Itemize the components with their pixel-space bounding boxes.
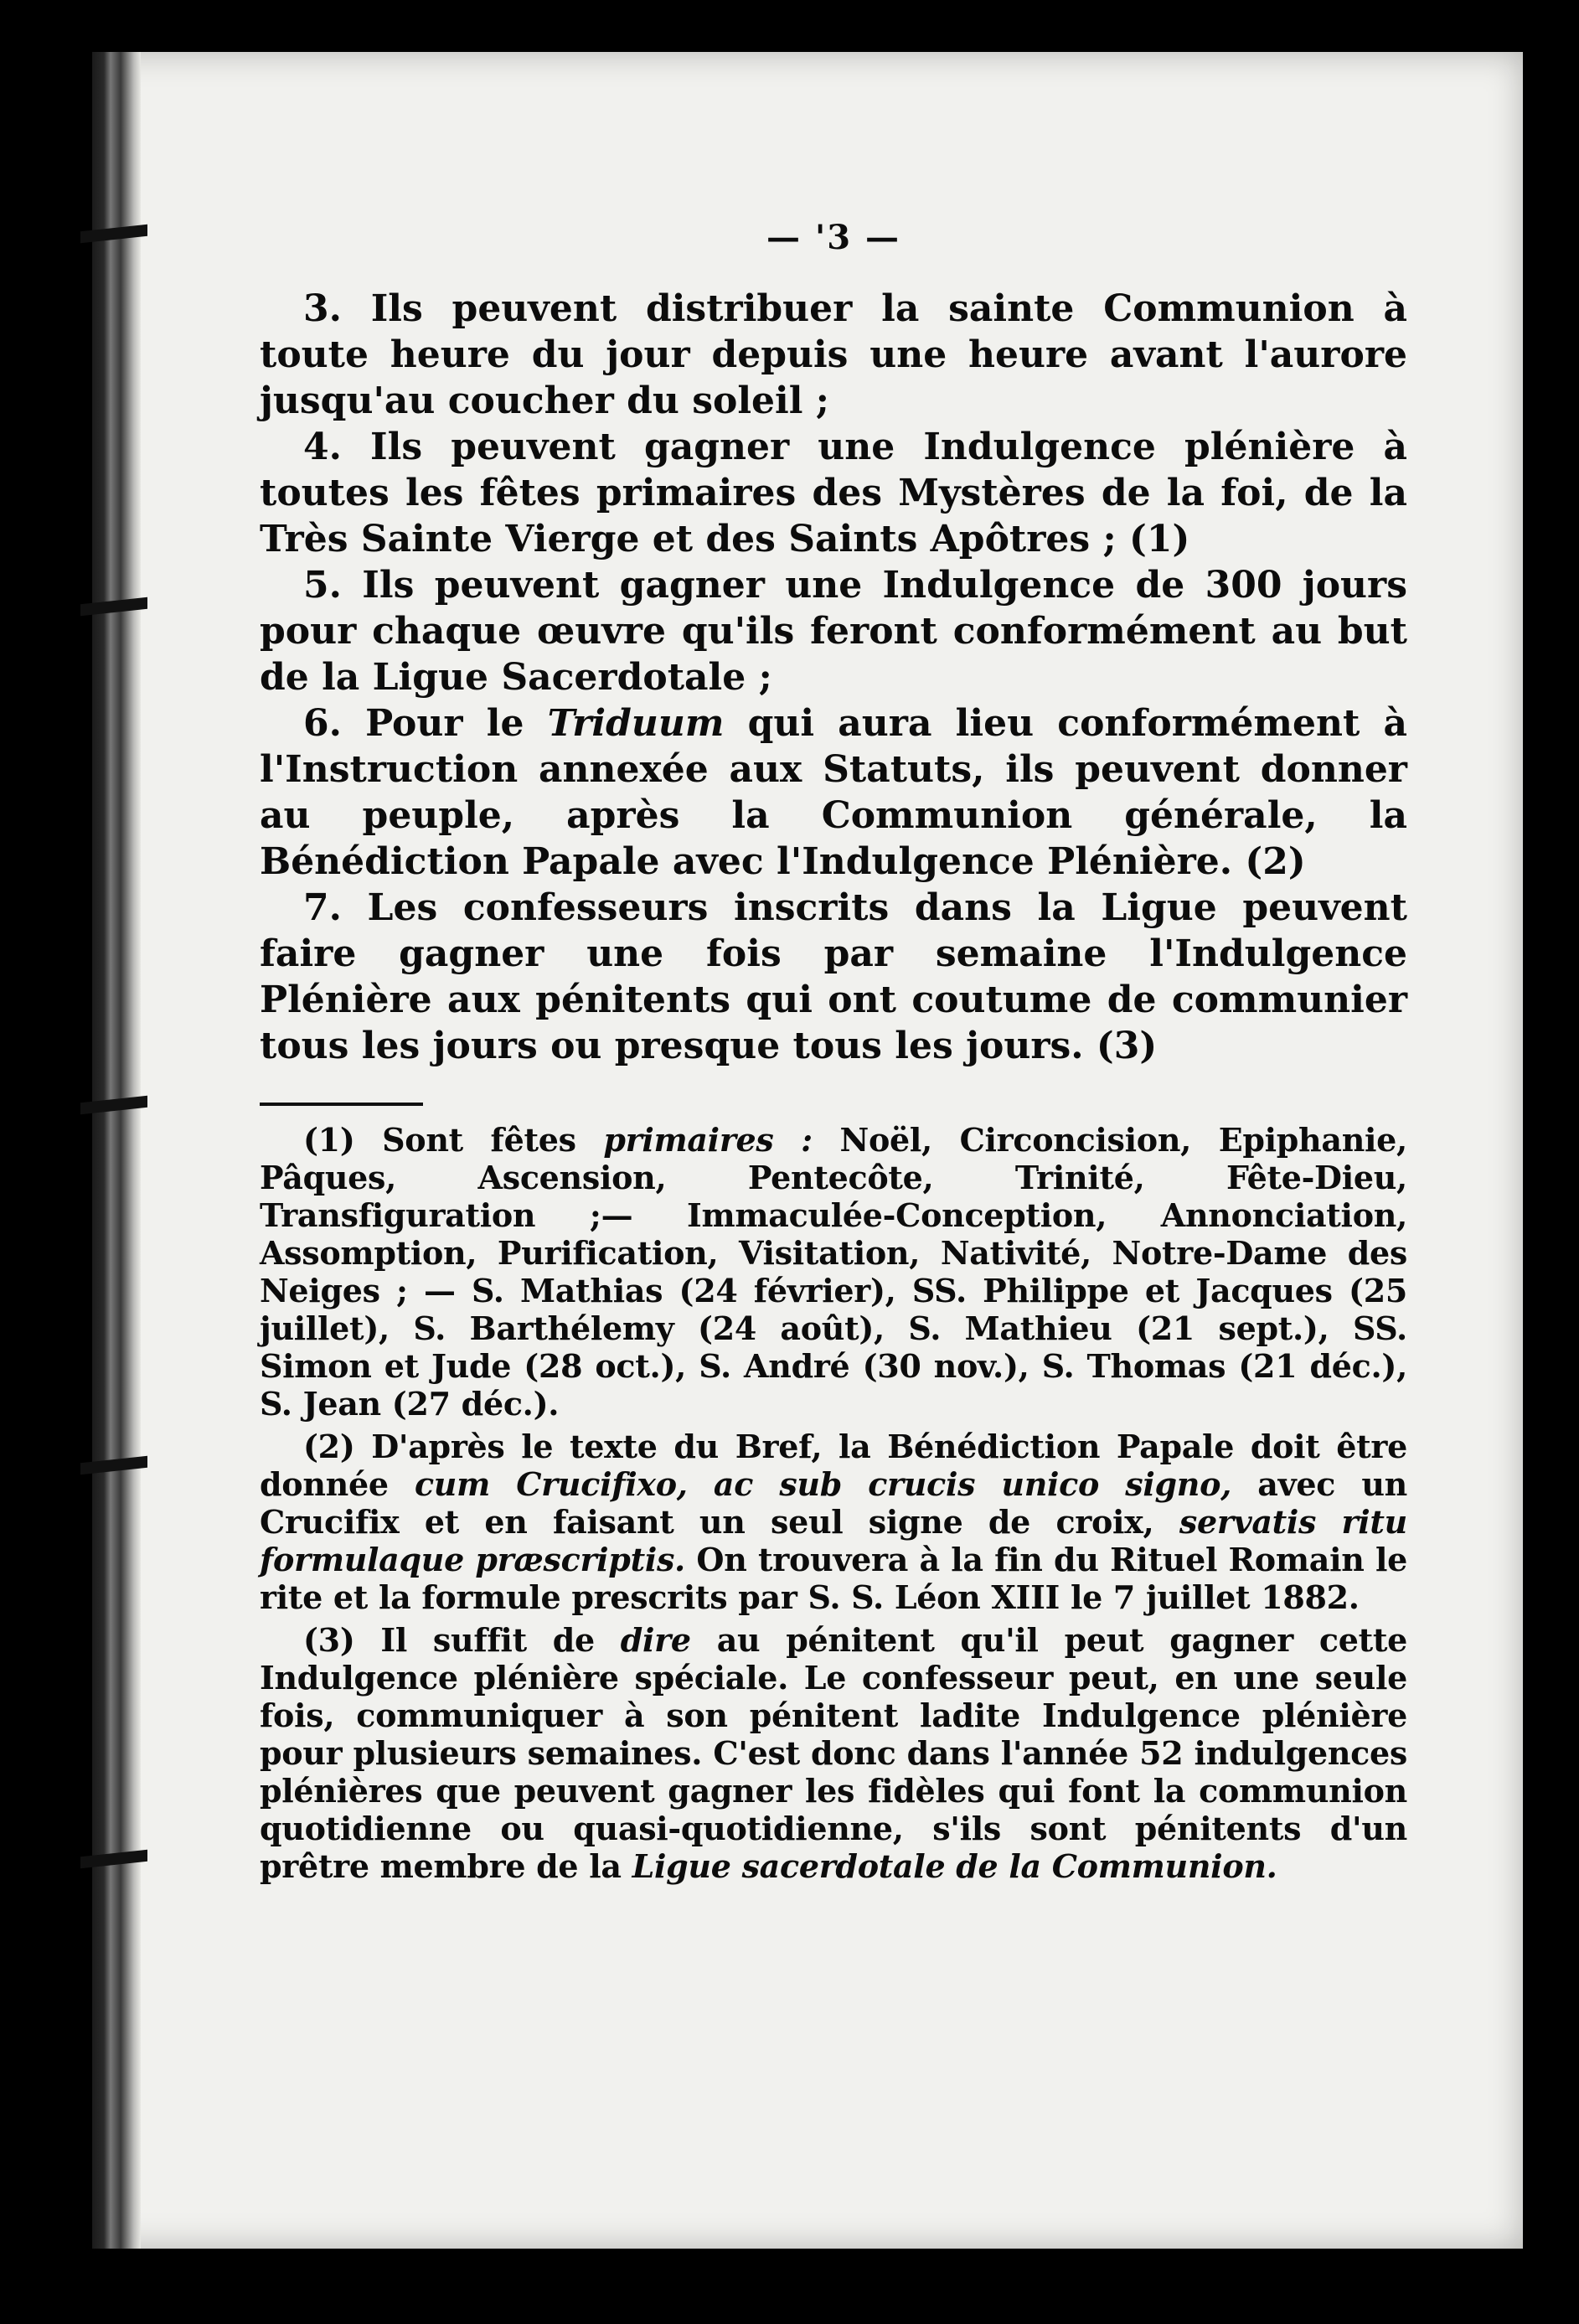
spine-mark [80,597,147,616]
footnote-3: (3) Il suffit de dire au pénitent qu'il peut gagner cette Indulgence plénière spéciale. Le confesseur peut, en une seule fois, communiquer à son pénitent ladite Indulgence plénière pour plusieurs semaines. C'est donc dans l'année 52 indulgences plénières que peuvent gagner les fidèles qui font la communion quotidienne ou quasi-quotidienne, s'ils sont pénitents d'un prêtre membre de la Ligue sacerdotale de la Communion. [260,1621,1407,1885]
paragraph-7: 7. Les confesseurs inscrits dans la Ligue peuvent faire gagner une fois par semaine l'Indulgence Plénière aux pénitents qui ont coutume de communier tous les jours ou presque tous les jours. (3) [260,886,1407,1067]
spine-mark [80,1456,147,1474]
spine-mark [80,1850,147,1868]
paragraph-5: 5. Ils peuvent gagner une Indulgence de 300 jours pour chaque œuvre qu'ils feront conformément au but de la Ligue Sacerdotale ; [260,564,1407,699]
page-content [260,178,1407,1890]
book-page [92,52,1523,2249]
spine-mark [80,225,147,243]
paragraph-6: 6. Pour le Triduum qui aura lieu conformément à l'Instruction annexée aux Statuts, ils peuvent donner au peuple, après la Communion générale, la Bénédiction Papale avec l'Indulgence Plénière. (2) [260,702,1407,883]
page-number: — '3 — [766,218,900,257]
paragraph-4: 4. Ils peuvent gagner une Indulgence plénière à toutes les fêtes primaires des Mystères de la foi, de la Très Sainte Vierge et des Saints Apôtres ; (1) [260,426,1407,560]
spine-mark [80,1096,147,1114]
book-spine [92,52,141,2249]
footnote-divider [260,1103,423,1106]
paragraph-3: 3. Ils peuvent distribuer la sainte Communion à toute heure du jour depuis une heure avant l'aurore jusqu'au coucher du soleil ; [260,287,1407,422]
footnote-1: (1) Sont fêtes primaires : Noël, Circoncision, Epiphanie, Pâques, Ascension, Pentecôte, Trinité, Fête-Dieu, Transfiguration ;— Immaculée-Conception, Annonciation, Assomption, Purification, Visitation, Nativité, Notre-Dame des Neiges ; — S. Mathias (24 février), SS. Philippe et Jacques (25 juillet), S. Barthélemy (24 août), S. Mathieu (21 sept.), SS. Simon et Jude (28 oct.), S. André (30 nov.), S. Thomas (21 déc.), S. Jean (27 déc.). [260,1121,1407,1423]
footnote-2: (2) D'après le texte du Bref, la Bénédiction Papale doit être donnée cum Crucifixo, ac sub crucis unico signo, avec un Crucifix et en faisant un seul signe de croix, servatis ritu formulaque præscriptis. On trouvera à la fin du Rituel Romain le rite et la formule prescrits par S. S. Léon XIII le 7 juillet 1882. [260,1428,1407,1616]
